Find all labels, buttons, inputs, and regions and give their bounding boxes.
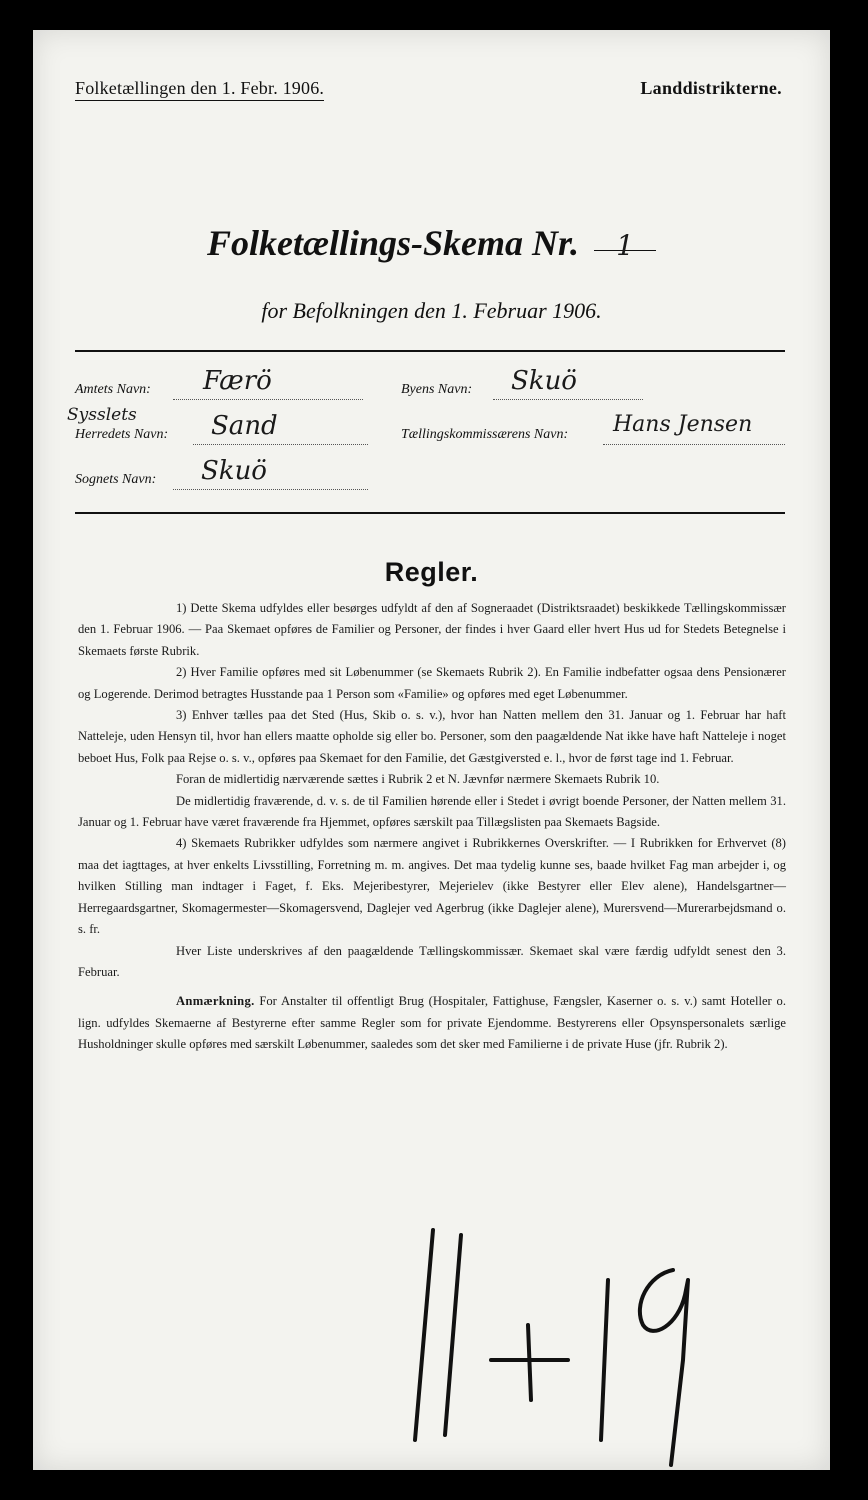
rule-3-temporary-absent: De midlertidig fraværende, d. v. s. de til Familien hørende eller i Stedet i øvrigt boende Personer, der Natten mellem 31. Januar og 1. Februar have været fraværende fra Hjemmet, opføres særskilt paa Tillægslisten paa Skemaets Bagside. (78, 793, 786, 830)
census-form-page (33, 30, 830, 1470)
rule-3-temporary-present: Foran de midlertidig nærværende sættes i Rubrik 2 et N. Jævnfør nærmere Skemaets Rubrik 10. (176, 772, 660, 787)
rule-1: 1) Dette Skema udfyldes eller besørges udfyldt af den af Sogneraadet (Distriktsraadet) beskikkede Tællingskommissær den 1. Februar 1906. — Paa Skemaet opføres de Familier og Personer, der findes i hver Gaard eller hvert Hus ud for Stedets Betegnelse i Skemaets første Rubrik. (78, 601, 786, 658)
form-subtitle: for Befolkningen den 1. Februar 1906. (261, 298, 602, 323)
divider-top (75, 350, 785, 352)
herred-prefix-handwritten: Sysslets (67, 405, 137, 425)
form-title-text: Folketællings-Skema Nr. (206, 223, 580, 263)
rule-4-signature: Hver Liste underskrives af den paagældende Tællingskommissær. Skemaet skal være færdig udfyldt senest den 3. Februar. (78, 943, 786, 979)
by-line (493, 398, 643, 400)
rules-heading: Regler. (384, 557, 479, 587)
census-date-header: Folketællingen den 1. Febr. 1906. (75, 78, 324, 101)
sogn-value: Skuö (201, 456, 267, 486)
form-number-value: 1 (616, 229, 634, 262)
handwritten-sum-mark (403, 1210, 723, 1480)
district-type-header: Landdistrikterne. (640, 78, 782, 98)
rule-3: 3) Enhver tælles paa det Sted (Hus, Skib o. s. v.), hvor han Natten mellem den 31. Januar og 1. Februar har haft Natteleje, uden Hensyn til, hvor han ellers maatte opholde sig eller bo. Personer, som den paagældende Nat ikke have haft Natteleje i noget beboet Hus, Folk paa Rejse o. s. v., opføres paa Skemaet for den Familie, det Gæstgiversted e. l., hvor de først tage ind 1. Februar. (78, 708, 786, 765)
amt-value: Færö (203, 366, 272, 396)
sogn-line (173, 488, 368, 490)
rules-body (78, 598, 786, 1056)
herred-line (193, 443, 368, 445)
rule-4: 4) Skemaets Rubrikker udfyldes som nærmere angivet i Rubrikkernes Overskrifter. — I Rubrikken for Erhvervet (8) maa det iagttages, at hver enkelts Livsstilling, Forretning m. m. angives. Det maa tydelig kunne ses, baade hvilket Fag man arbejder i, og hvilken Stilling man indtager i Faget, f. Eks. Mejeribestyrer, Mejerielev (ikke Bestyrer eller Elev alene), Handelsgartner—Herregaardsgartner, Skomagermester—Skomagersvend, Daglejer ved Agerbrug (ikke Daglejer alene), Murersvend—Murerarbejdsmand o. s. fr. (78, 836, 786, 937)
by-value: Skuö (511, 366, 577, 396)
herred-value: Sand (211, 411, 278, 441)
kommissaer-value: Hans Jensen (613, 412, 753, 437)
amt-line (173, 398, 363, 400)
note-label: Anmærkning. (176, 994, 255, 1009)
kommissaer-label: Tællingskommissærens Navn: (401, 427, 569, 442)
kommissaer-line (603, 443, 785, 445)
amt-label: Amtets Navn: (75, 382, 151, 397)
note-text: For Anstalter til offentligt Brug (Hospitaler, Fattighuse, Fængsler, Kaserner o. s. v.) samt Hoteller o. lign. udfyldes Skemaerne af Bestyrerne efter samme Regler som for private Ejendomme. Bestyrerens eller Opsynspersonalets særlige Husholdninger skulle opføres med særskilt Løbenummer, saaledes som det sker med Familierne i de private Huse (jfr. Rubrik 2). (78, 994, 786, 1052)
form-number-field (594, 222, 656, 262)
by-label: Byens Navn: (401, 382, 473, 397)
form-title (33, 222, 830, 264)
divider-bottom (75, 512, 785, 514)
herred-label: Herredets Navn: (75, 427, 169, 442)
rule-2: 2) Hver Familie opføres med sit Løbenummer (se Skemaets Rubrik 2). En Familie indbefatter ogsaa dens Pensionærer og Logerende. Derimod betragtes Husstande paa 1 Person som «Familie» og opføres med eget Løbenummer. (78, 665, 786, 701)
rules-note (78, 991, 786, 1055)
sogn-label: Sognets Navn: (75, 472, 157, 487)
